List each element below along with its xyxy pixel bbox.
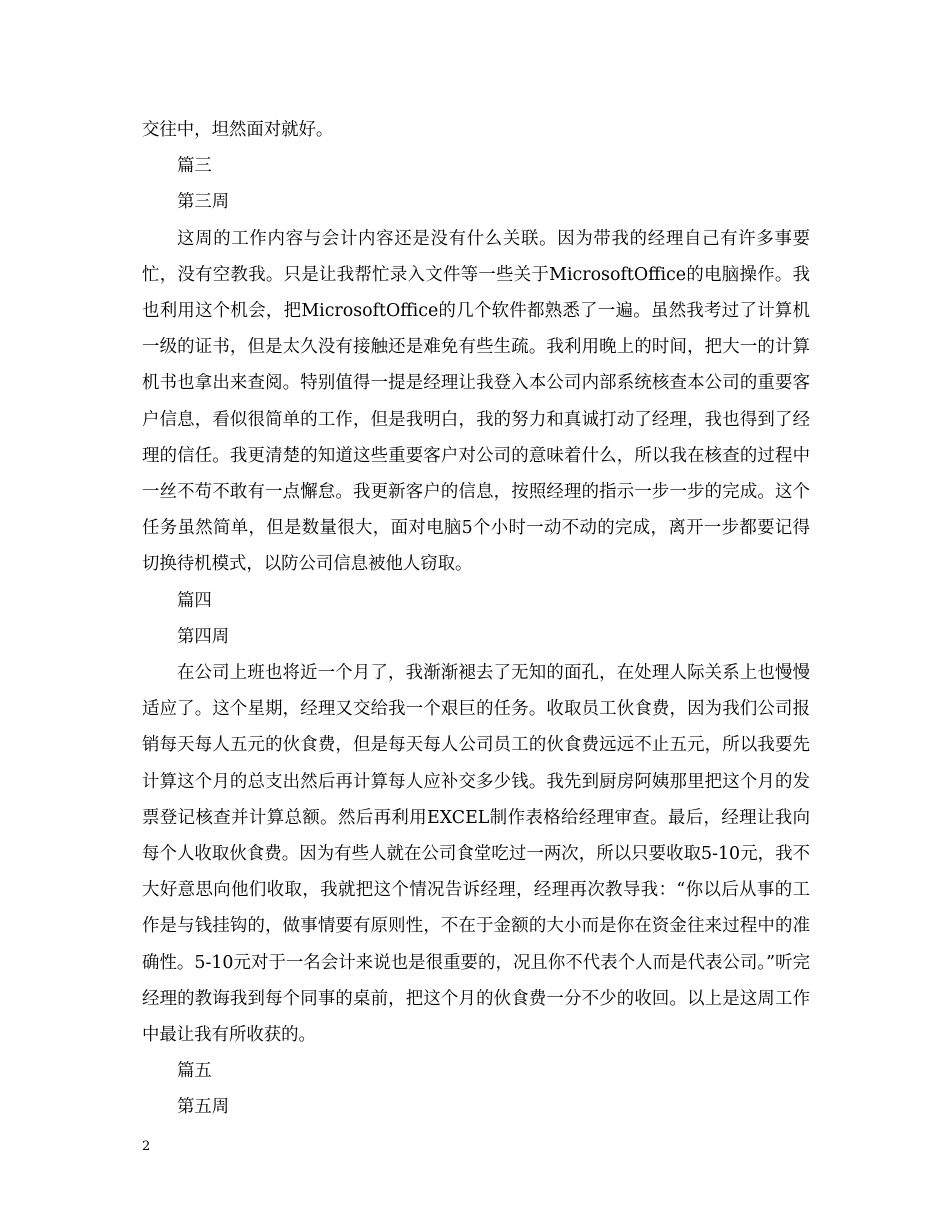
week-heading-4: 第四周	[177, 626, 230, 647]
document-body	[142, 112, 810, 1126]
section-heading-pian-wu: 篇五	[177, 1061, 212, 1082]
section-heading-pian-si: 篇四	[177, 590, 212, 611]
paragraph-week-3: 这周的工作内容与会计内容还是没有什么关联。因为带我的经理自己有许多事要忙，没有空教我。只是让我帮忙录入文件等一些关于MicrosoftOffice的电脑操作。我也利用这个机会，把MicrosoftOffice的几个软件都熟悉了一遍。虽然我考过了计算机一级的证书，但是太久没有接触还是难免有些生疏。我利用晚上的时间，把大一的计算机书也拿出来查阅。特别值得一提是经理让我登入本公司内部系统核查本公司的重要客户信息，看似很简单的工作，但是我明白，我的努力和真诚打动了经理，我也得到了经理的信任。我更清楚的知道这些重要客户对公司的意味着什么，所以我在核查的过程中一丝不苟不敢有一点懈怠。我更新客户的信息，按照经理的指示一步一步的完成。这个任务虽然简单，但是数量很大，面对电脑5个小时一动不动的完成，离开一步都要记得切换待机模式，以防公司信息被他人窃取。	[142, 228, 810, 575]
week-heading-5: 第五周	[177, 1097, 230, 1118]
page-number: 2	[142, 1139, 151, 1154]
week-heading-3: 第三周	[177, 192, 230, 213]
section-heading-pian-san: 篇三	[177, 156, 212, 177]
paragraph-continuation: 交往中，坦然面对就好。	[142, 120, 334, 140]
paragraph-week-4: 在公司上班也将近一个月了，我渐渐褪去了无知的面孔，在处理人际关系上也慢慢适应了。这个星期，经理又交给我一个艰巨的任务。收取员工伙食费，因为我们公司报销每天每人五元的伙食费，但是每天每人公司员工的伙食费远远不止五元，所以我要先计算这个月的总支出然后再计算每人应补交多少钱。我先到厨房阿姨那里把这个月的发票登记核查并计算总额。然后再利用EXCEL制作表格给经理审查。最后，经理让我向每个人收取伙食费。因为有些人就在公司食堂吃过一两次，所以只要收取5-10元，我不大好意思向他们收取，我就把这个情况告诉经理，经理再次教导我：“你以后从事的工作是与钱挂钩的，做事情要有原则性，不在于金额的大小而是你在资金往来过程中的准确性。5-10元对于一名会计来说也是很重要的，况且你不代表个人而是代表公司。”听完经理的教诲我到每个同事的桌前，把这个月的伙食费一分不少的收回。以上是这周工作中最让我有所收获的。	[142, 663, 810, 1046]
